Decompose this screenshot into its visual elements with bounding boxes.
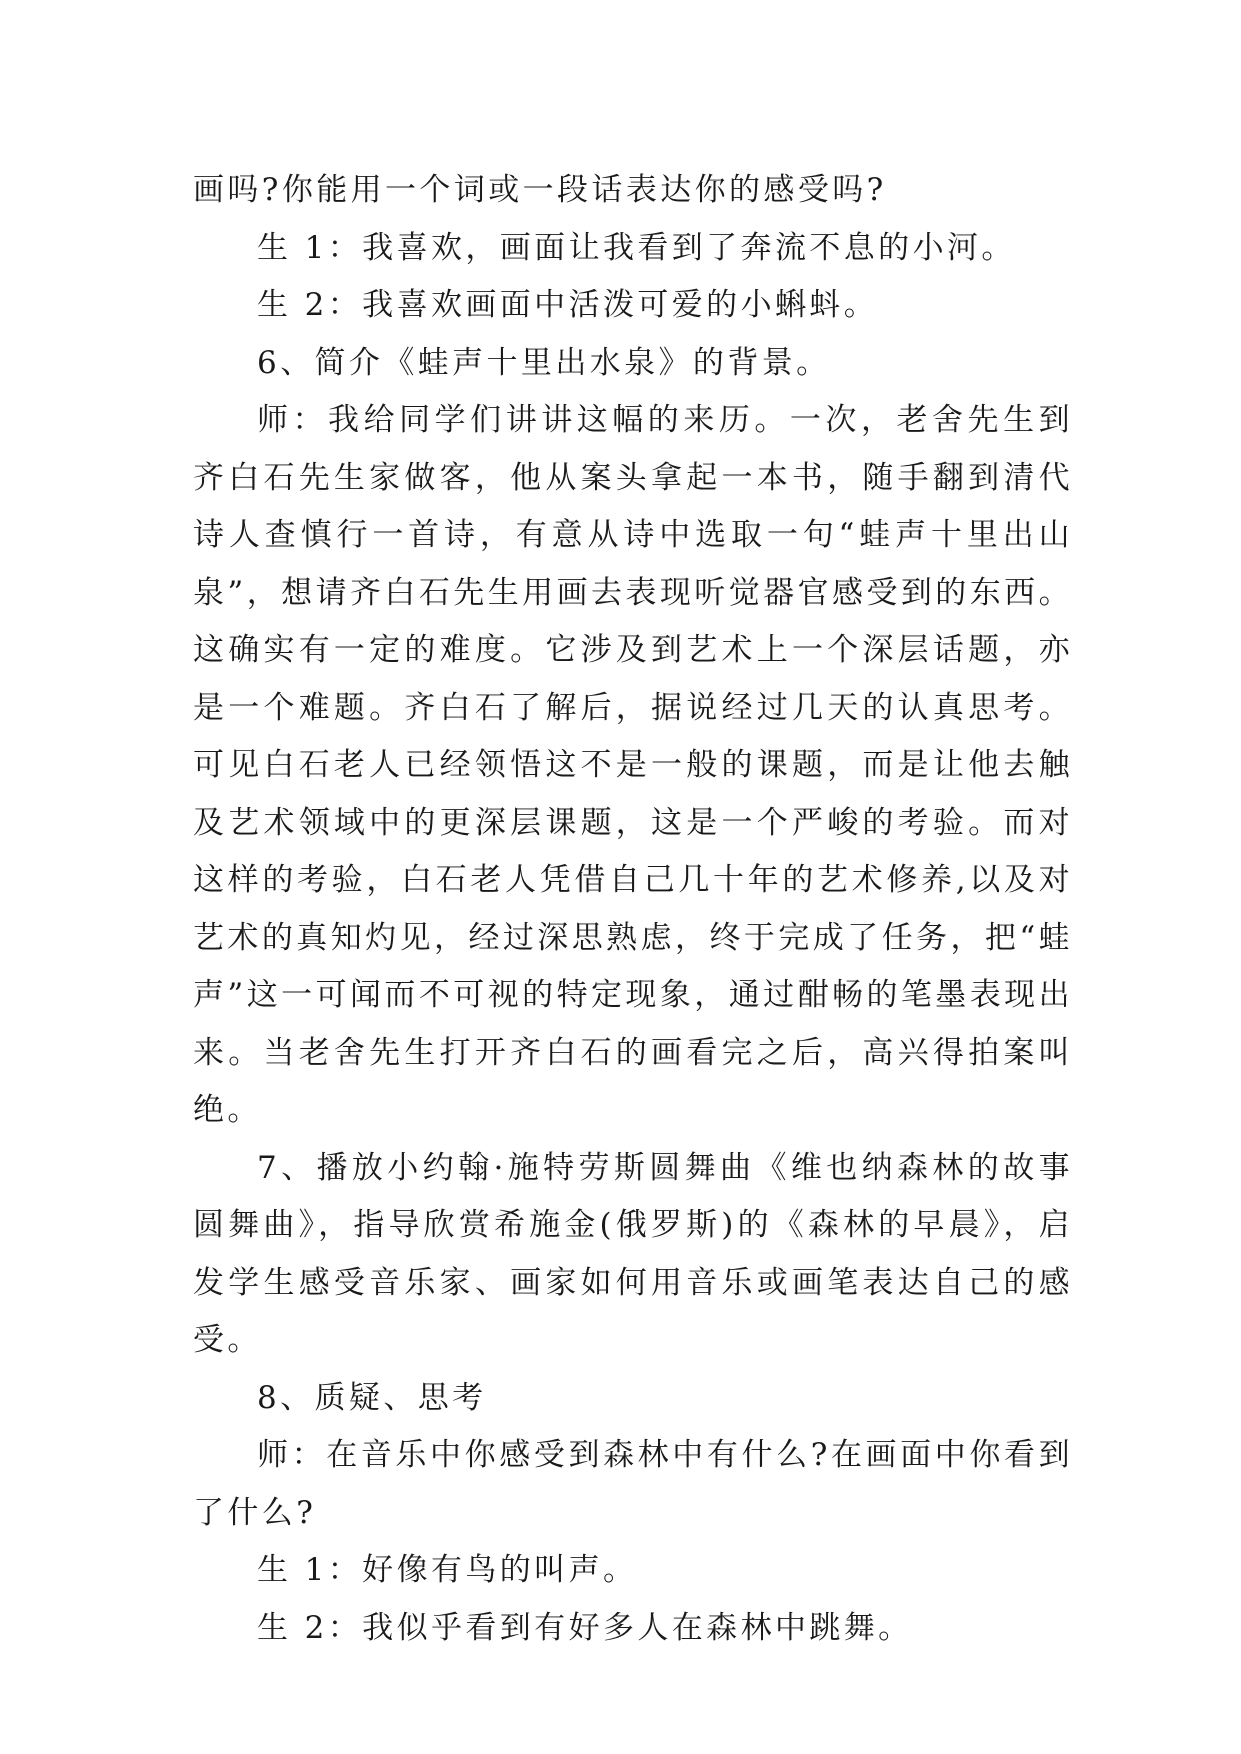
teacher-story-paragraph: 师：我给同学们讲讲这幅的来历。一次，老舍先生到齐白石先生家做客，他从案头拿起一本书，随手翻到清代诗人查慎行一首诗，有意从诗中选取一句“蛙声十里出山泉”，想请齐白石先生用画去表现听觉器官感受到的东西。这确实有一定的难度。它涉及到艺术上一个深层话题，亦是一个难题。齐白石了解后，据说经过几天的认真思考。可见白石老人已经领悟这不是一般的课题，而是让他去触及艺术领域中的更深层课题，这是一个严峻的考验。而对这样的考验，白石老人凭借自己几十年的艺术修养,以及对艺术的真知灼见，经过深思熟虑，终于完成了任务，把“蛙声”这一可闻而不可视的特定现象，通过酣畅的笔墨表现出来。当老舍先生打开齐白石的画看完之后，高兴得拍案叫绝。 bbox=[193, 402, 1073, 1128]
student-2-reply: 生 2：我似乎看到有好多人在森林中跳舞。 bbox=[257, 1609, 913, 1646]
step-7-paragraph: 7、播放小约翰·施特劳斯圆舞曲《维也纳森林的故事圆舞曲》，指导欣赏希施金(俄罗斯)的《森林的早晨》，启发学生感受音乐家、画家如何用音乐或画笔表达自己的感受。 bbox=[193, 1149, 1073, 1358]
student-1-answer: 生 1：我喜欢，画面让我看到了奔流不息的小河。 bbox=[257, 229, 1016, 266]
paragraph-continuation: 画吗?你能用一个词或一段话表达你的感受吗? bbox=[193, 172, 887, 208]
student-1-reply: 生 1：好像有鸟的叫声。 bbox=[257, 1552, 638, 1588]
teacher-question: 师：在音乐中你感受到森林中有什么?在画面中你看到了什么? bbox=[193, 1437, 1073, 1531]
step-8-heading: 8、质疑、思考 bbox=[257, 1379, 487, 1416]
document-body bbox=[193, 162, 1073, 1657]
step-6-heading: 6、简介《蛙声十里出水泉》的背景。 bbox=[257, 344, 831, 381]
student-2-answer: 生 2：我喜欢画面中活泼可爱的小蝌蚪。 bbox=[257, 287, 879, 323]
